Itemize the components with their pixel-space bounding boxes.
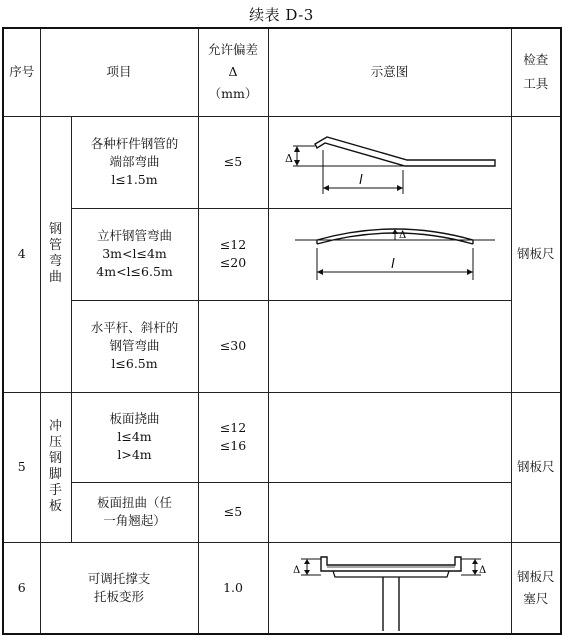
table-row [3, 542, 561, 634]
row6-item: 可调托撑支 托板变形 [40, 542, 198, 634]
table-row [3, 116, 561, 208]
row6-tool: 钢板尺 塞尺 [511, 542, 561, 634]
row5-tol-2: ≤5 [198, 482, 268, 542]
row4-tol-3: ≤30 [198, 300, 268, 392]
row4-no: 4 [3, 116, 40, 392]
diagram-empty-cell [268, 482, 511, 542]
row4-item-1: 各种杆件钢管的 端部弯曲 l≤1.5m [71, 116, 198, 208]
delta-label-3: Δ [292, 564, 300, 576]
header-tolerance: 允许偏差 Δ （mm） [198, 28, 268, 116]
table-row [3, 300, 561, 392]
diagram-end-bend-cell [268, 116, 511, 208]
row5-group-cell [40, 392, 71, 542]
diagram-bracket-cell [268, 542, 511, 634]
table-title: 续表 D-3 [249, 6, 314, 24]
row4-tool: 钢板尺 [511, 116, 561, 392]
header-diagram: 示意图 [268, 28, 511, 116]
diagram-pole-bend-cell [268, 208, 511, 300]
row4-tol-1: ≤5 [198, 116, 268, 208]
l-label: l [358, 173, 363, 188]
table-row [3, 392, 561, 482]
row4-item-3: 水平杆、斜杆的 钢管弯曲 l≤6.5m [71, 300, 198, 392]
row6-no: 6 [3, 542, 40, 634]
row6-tol: 1.0 [198, 542, 268, 634]
end-bend-diagram [275, 122, 505, 202]
header-tool: 检查 工具 [511, 28, 561, 116]
row5-item-1: 板面挠曲 l≤4m l>4m [71, 392, 198, 482]
l-label-2: l [390, 257, 395, 272]
row5-no: 5 [3, 392, 40, 542]
row5-item-2: 板面扭曲（任 一角翘起） [71, 482, 198, 542]
row4-tol-2: ≤12 ≤20 [198, 208, 268, 300]
delta-label-4: Δ [478, 564, 486, 576]
header-item: 项目 [40, 28, 198, 116]
header-no: 序号 [3, 28, 40, 116]
header-row [3, 28, 561, 116]
row5-group: 冲压钢脚手板 [48, 419, 62, 514]
delta-label: Δ [284, 152, 293, 165]
delta-label-2: Δ [398, 230, 406, 241]
pole-bend-diagram [275, 214, 505, 294]
table-row [3, 208, 561, 300]
table-row [3, 482, 561, 542]
tolerance-table [2, 27, 562, 635]
row4-group-cell [40, 116, 71, 392]
bracket-plate-diagram [275, 545, 505, 631]
row5-tol-1: ≤12 ≤16 [198, 392, 268, 482]
row4-item-2: 立杆钢管弯曲 3m<l≤4m 4m<l≤6.5m [71, 208, 198, 300]
diagram-empty-cell [268, 392, 511, 482]
row4-group: 钢管弯曲 [48, 222, 62, 285]
diagram-empty-cell [268, 300, 511, 392]
row5-tool: 钢板尺 [511, 392, 561, 542]
